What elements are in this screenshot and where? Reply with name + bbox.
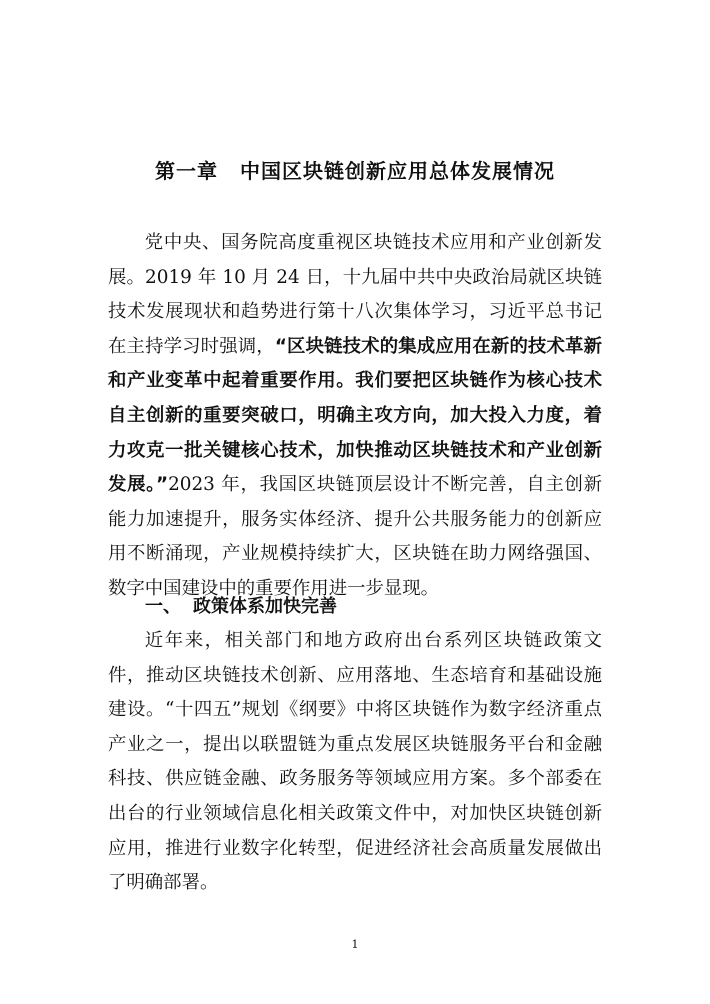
intro-quote-text: “区块链技术的集成应用在新的技术革新和产业变革中起着重要作用。我们要把区块链作为核心技术自主创新的重要突破口，明确主攻方向，加大投入力度，着力攻克一批关键核心技术，加快推动区块链技术和产业创新发展。” [108, 335, 602, 496]
chapter-label: 第一章 [155, 159, 218, 183]
section-title: 政策体系加快完善 [193, 596, 337, 617]
intro-paragraph [108, 226, 602, 607]
chapter-title [108, 155, 602, 184]
page-number: 1 [351, 938, 359, 951]
section-paragraph: 近年来，相关部门和地方政府出台系列区块链政策文件，推动区块链技术创新、应用落地、生态培育和基础设施建设。“十四五”规划《纲要》中将区块链作为数字经济重点产业之一，提出以联盟链为重点发展区块链服务平台和金融科技、供应链金融、政务服务等领域应用方案。多个部委在出台的行业领域信息化相关政策文件中，对加快区块链创新应用，推进行业数字化转型，促进经济社会高质量发展做出了明确部署。 [108, 630, 602, 894]
intro-lead-text: 党中央、国务院高度重视区块链技术应用和产业创新发展。2019 年 10 月 24 日，十九届中共中央政治局就区块链技术发展现状和趋势进行第十八次集体学习，习近平总书记在主持学习时强调， [108, 232, 602, 357]
chapter-title-text: 中国区块链创新应用总体发展情况 [240, 159, 555, 183]
section-number: 一、 [145, 596, 181, 617]
section-heading [145, 592, 337, 622]
intro-tail-text: 2023 年，我国区块链顶层设计不断完善，自主创新能力加速提升，服务实体经济、提升公共服务能力的创新应用不断涌现，产业规模持续扩大，区块链在助力网络强国、数字中国建设中的重要作用进一步显现。 [108, 474, 602, 599]
